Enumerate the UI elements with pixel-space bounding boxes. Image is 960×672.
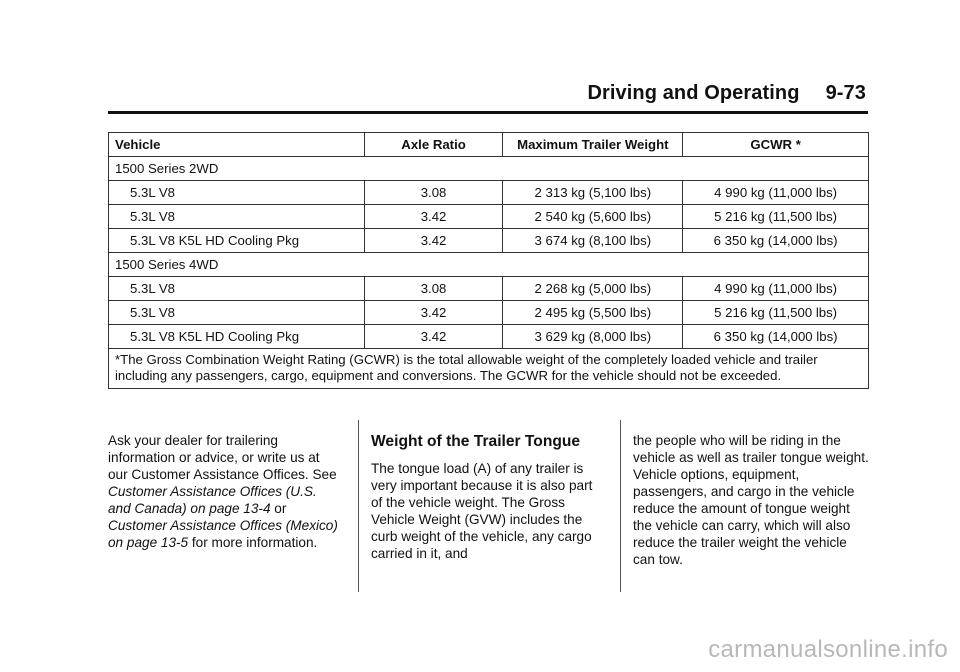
- cell-vehicle: 5.3L V8 K5L HD Cooling Pkg: [109, 229, 365, 253]
- column-divider: [620, 420, 621, 592]
- table-group-row: [109, 253, 869, 277]
- cell-max-trailer-weight: 3 629 kg (8,000 lbs): [503, 325, 683, 349]
- header-text: [587, 82, 866, 105]
- watermark: carmanualsonline.info: [708, 636, 948, 663]
- cell-max-trailer-weight: 3 674 kg (8,100 lbs): [503, 229, 683, 253]
- group-label: 1500 Series 2WD: [109, 157, 869, 181]
- cross-reference-mexico[interactable]: Customer Assistance Offices (Mexico) on page 13-5: [108, 518, 338, 550]
- dealer-advice-paragraph: [108, 432, 340, 551]
- cell-gcwr: 5 216 kg (11,500 lbs): [683, 205, 869, 229]
- cell-vehicle: 5.3L V8 K5L HD Cooling Pkg: [109, 325, 365, 349]
- cell-vehicle: 5.3L V8: [109, 301, 365, 325]
- body-column-2: [371, 432, 607, 562]
- cell-vehicle: 5.3L V8: [109, 277, 365, 301]
- cross-reference-us-canada[interactable]: Customer Assistance Offices (U.S. and Canada) on page 13-4: [108, 484, 317, 516]
- cell-vehicle: 5.3L V8: [109, 205, 365, 229]
- cell-axle-ratio: 3.42: [364, 301, 503, 325]
- cell-axle-ratio: 3.08: [364, 181, 503, 205]
- table-row: [109, 181, 869, 205]
- page-number: 9-73: [825, 82, 866, 104]
- paragraph-text: Ask your dealer for trailering information or advice, or write us at our Customer Assistance Offices. See: [108, 433, 337, 482]
- paragraph-text: for more information.: [188, 535, 318, 550]
- cell-max-trailer-weight: 2 313 kg (5,100 lbs): [503, 181, 683, 205]
- cell-axle-ratio: 3.42: [364, 229, 503, 253]
- table-row: [109, 301, 869, 325]
- section-heading: Weight of the Trailer Tongue: [371, 433, 581, 450]
- table-footnote: *The Gross Combination Weight Rating (GCWR) is the total allowable weight of the completely loaded vehicle and trailer including any passengers, cargo, equipment and conversions. The GCWR for the vehicle should not be exceeded.: [109, 349, 869, 389]
- cell-gcwr: 5 216 kg (11,500 lbs): [683, 301, 869, 325]
- page-header: [108, 82, 868, 106]
- column-header-axle-ratio: Axle Ratio: [364, 133, 503, 157]
- cell-gcwr: 4 990 kg (11,000 lbs): [683, 277, 869, 301]
- cell-axle-ratio: 3.42: [364, 325, 503, 349]
- cell-max-trailer-weight: 2 495 kg (5,500 lbs): [503, 301, 683, 325]
- table-group-row: [109, 157, 869, 181]
- table-row: [109, 229, 869, 253]
- table-footnote-row: [109, 349, 869, 389]
- header-rule: [108, 111, 868, 114]
- cell-axle-ratio: 3.08: [364, 277, 503, 301]
- table-header-row: [109, 133, 869, 157]
- paragraph-text: or: [270, 501, 287, 516]
- cell-gcwr: 4 990 kg (11,000 lbs): [683, 181, 869, 205]
- section-title: Driving and Operating: [587, 82, 800, 104]
- column-header-vehicle: Vehicle: [109, 133, 365, 157]
- column-header-gcwr: GCWR *: [683, 133, 869, 157]
- cell-vehicle: 5.3L V8: [109, 181, 365, 205]
- tongue-load-paragraph: The tongue load (A) of any trailer is very important because it is also part of the vehicle weight. The Gross Vehicle Weight (GVW) includes the curb weight of the vehicle, any cargo carried in it, and: [371, 461, 593, 561]
- cell-max-trailer-weight: 2 540 kg (5,600 lbs): [503, 205, 683, 229]
- cell-gcwr: 6 350 kg (14,000 lbs): [683, 229, 869, 253]
- column-divider: [358, 420, 359, 592]
- tongue-weight-continuation: the people who will be riding in the vehicle as well as trailer tongue weight. Vehicle options, equipment, passengers, and cargo in the vehicle reduce the amount of tongue weight the vehicle can carry, which will also reduce the trailer weight the vehicle can tow.: [633, 433, 869, 567]
- table-row: [109, 325, 869, 349]
- body-column-3: [633, 432, 869, 568]
- cell-axle-ratio: 3.42: [364, 205, 503, 229]
- cell-gcwr: 6 350 kg (14,000 lbs): [683, 325, 869, 349]
- group-label: 1500 Series 4WD: [109, 253, 869, 277]
- trailer-weight-table: [108, 132, 869, 389]
- column-header-max-trailer-weight: Maximum Trailer Weight: [503, 133, 683, 157]
- cell-max-trailer-weight: 2 268 kg (5,000 lbs): [503, 277, 683, 301]
- body-column-1: [108, 432, 340, 551]
- table-row: [109, 277, 869, 301]
- table-row: [109, 205, 869, 229]
